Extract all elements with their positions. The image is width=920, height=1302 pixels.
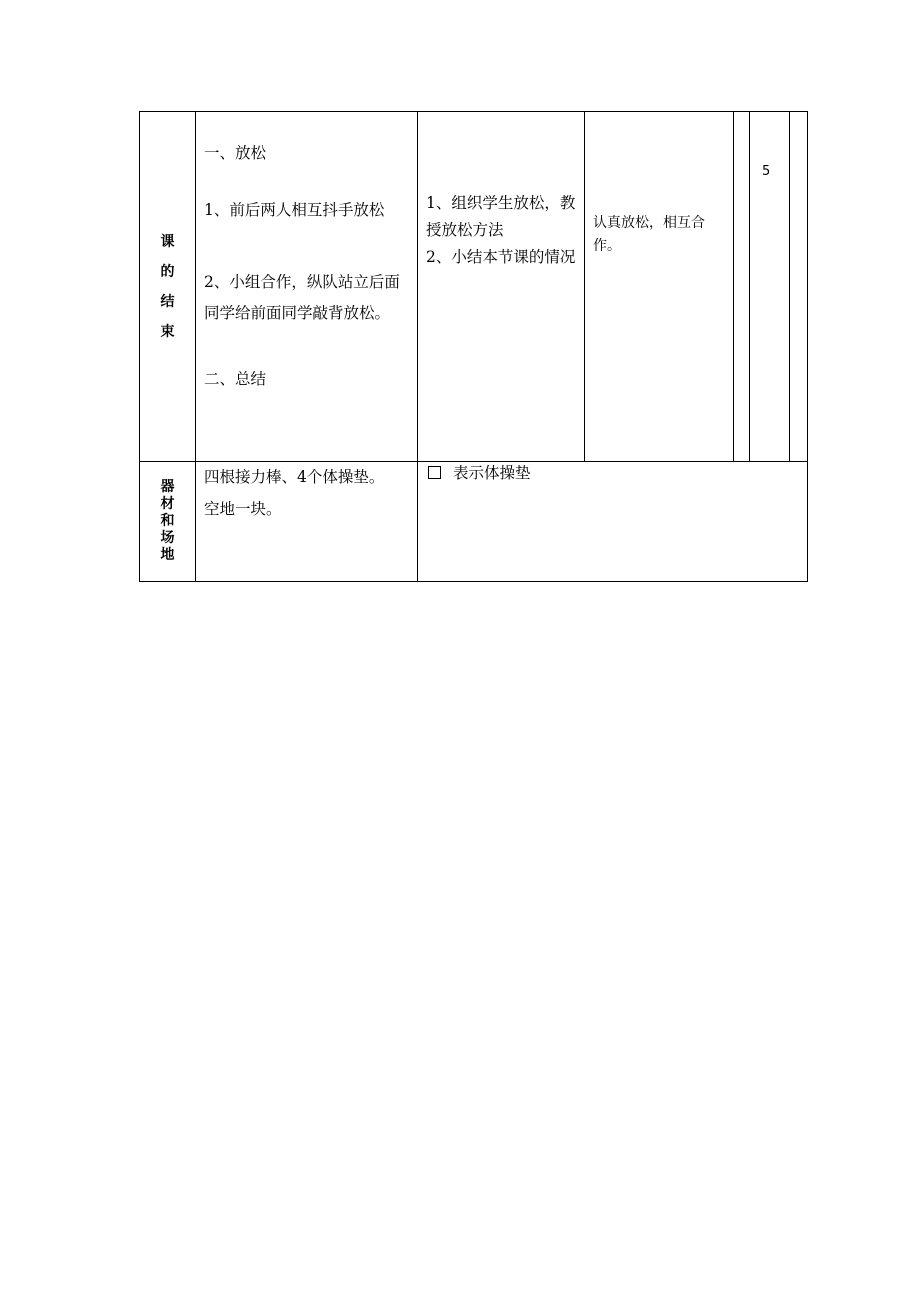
label-char: 器 bbox=[160, 479, 175, 495]
content-item: 1、前后两人相互抖手放松 bbox=[204, 201, 385, 220]
label-char: 结 bbox=[160, 293, 175, 310]
equipment-item: 空地一块。 bbox=[204, 500, 282, 519]
lesson-plan-table bbox=[139, 111, 808, 582]
blank-cell bbox=[790, 112, 808, 462]
legend-cell bbox=[418, 462, 808, 582]
end-section-row bbox=[140, 112, 808, 462]
label-char: 地 bbox=[160, 547, 175, 563]
label-char: 场 bbox=[160, 530, 175, 546]
content-heading-relax: 一、放松 bbox=[204, 144, 267, 162]
lesson-content-cell bbox=[196, 112, 418, 462]
label-char: 和 bbox=[160, 513, 175, 529]
requirement-cell bbox=[585, 112, 734, 462]
label-char: 的 bbox=[160, 263, 175, 280]
end-section-label bbox=[140, 112, 196, 462]
content-heading-summary: 二、总结 bbox=[204, 370, 267, 389]
blank-cell bbox=[734, 112, 750, 462]
organization-item: 1、组织学生放松，教授放松方法 bbox=[426, 194, 576, 240]
time-cell bbox=[750, 112, 790, 462]
requirement-text: 认真放松，相互合作。 bbox=[593, 215, 705, 255]
equipment-item: 四根接力棒、4个体操垫。 bbox=[204, 468, 385, 486]
content-item: 2、小组合作，纵队站立后面同学给前面同学敲背放松。 bbox=[204, 272, 400, 323]
organization-item: 2、小结本节课的情况 bbox=[426, 248, 576, 267]
equipment-row bbox=[140, 462, 808, 582]
label-char: 材 bbox=[160, 496, 175, 512]
time-value: 5 bbox=[762, 164, 771, 179]
equipment-cell bbox=[196, 462, 418, 582]
square-outline-icon bbox=[428, 466, 441, 479]
legend-text: 表示体操垫 bbox=[453, 464, 531, 482]
label-char: 课 bbox=[160, 233, 175, 250]
equipment-section-label bbox=[140, 462, 196, 582]
label-char: 束 bbox=[160, 323, 175, 340]
organization-cell bbox=[418, 112, 585, 462]
